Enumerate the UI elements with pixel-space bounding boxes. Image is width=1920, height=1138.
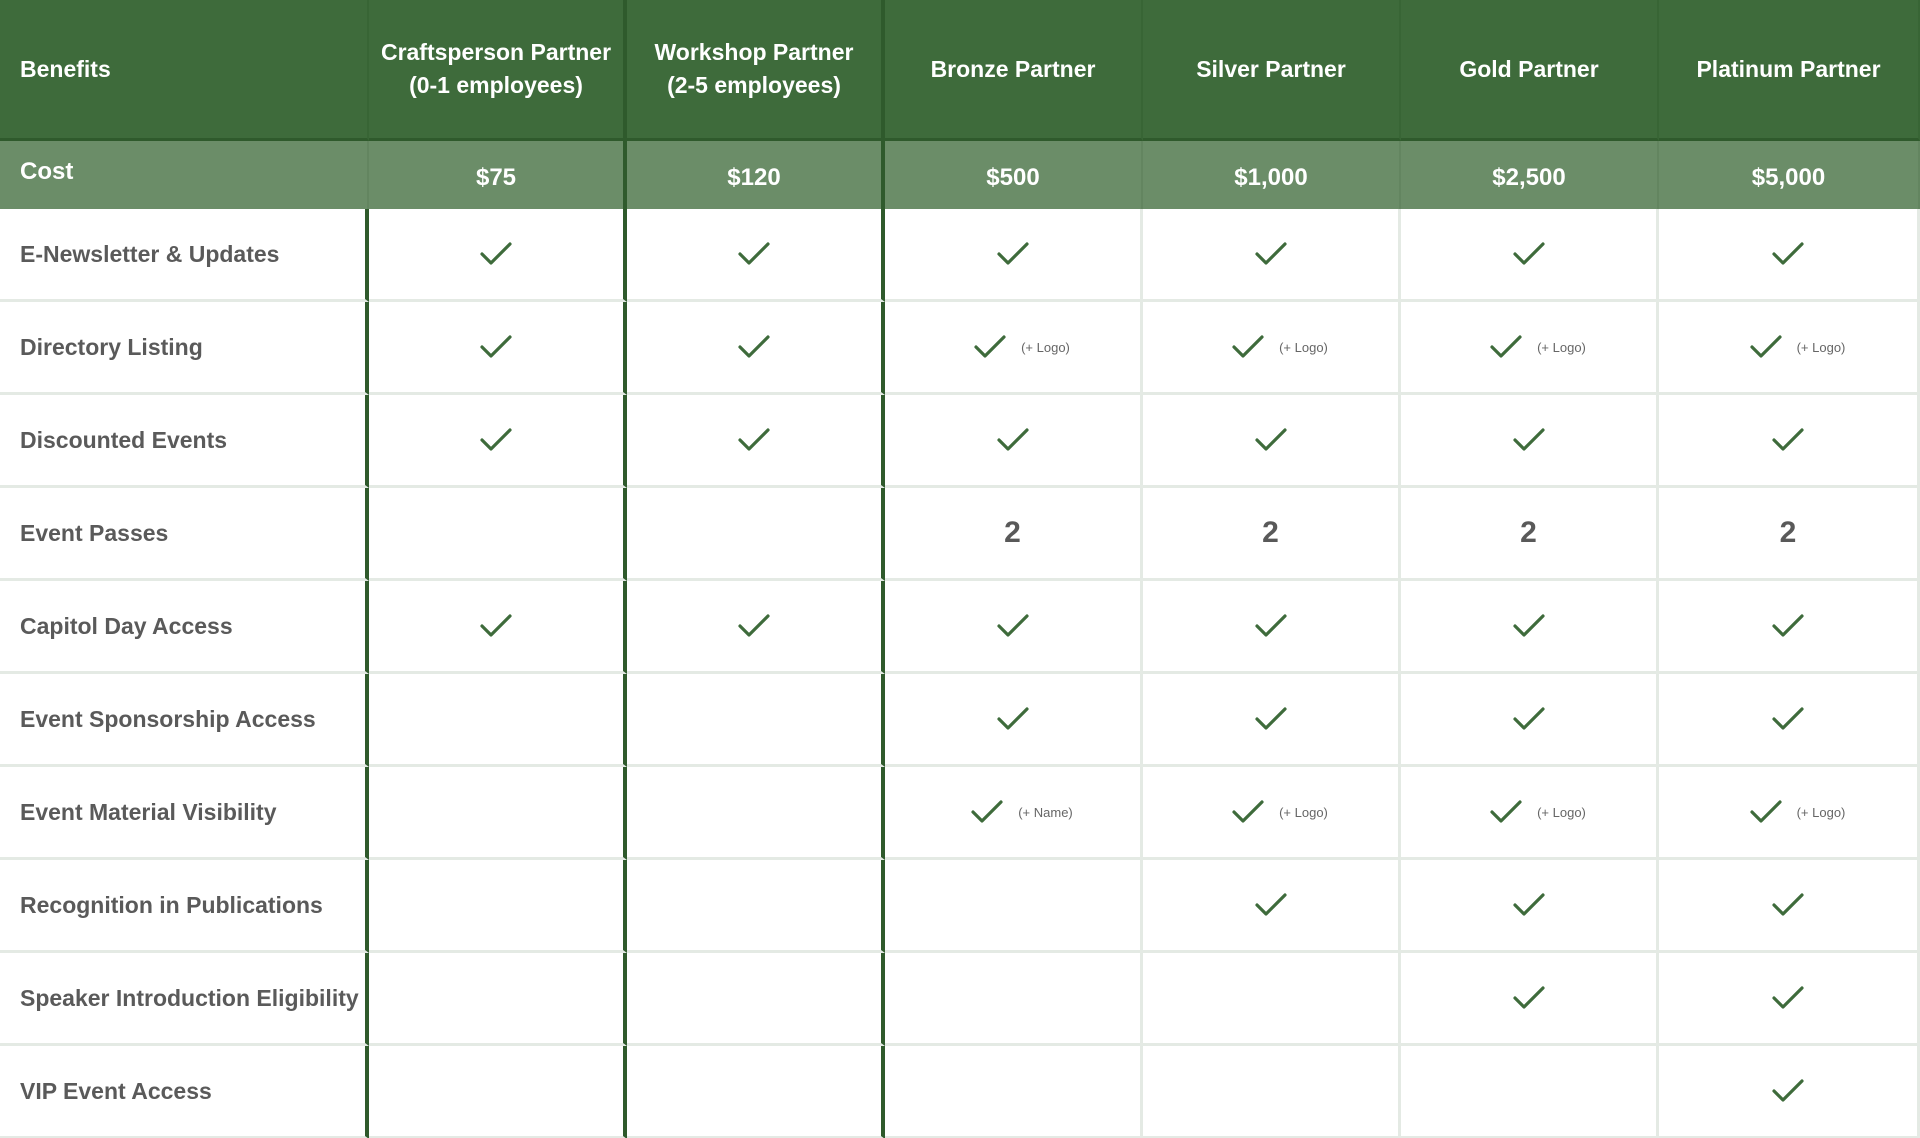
checkmark-icon xyxy=(996,613,1030,639)
pass-count: 2 xyxy=(1262,516,1279,549)
row-label-event-passes: Event Passes xyxy=(0,488,369,581)
cell-event-sponsorship-access-platinum xyxy=(1659,674,1920,767)
cell-event-material-visibility-gold xyxy=(1401,767,1659,860)
cell-note: (+ Logo) xyxy=(1537,339,1586,355)
cell-event-sponsorship-access-gold xyxy=(1401,674,1659,767)
cell-e-newsletter-updates-workshop xyxy=(627,209,885,302)
checkmark-icon xyxy=(1771,241,1805,267)
cell-capitol-day-access-platinum xyxy=(1659,581,1920,674)
cell-event-passes-bronze xyxy=(885,488,1143,581)
checkmark-icon xyxy=(1489,799,1523,825)
checkmark-icon xyxy=(1771,613,1805,639)
cell-event-material-visibility-silver xyxy=(1143,767,1401,860)
cell-speaker-introduction-eligibility-gold xyxy=(1401,953,1659,1046)
cell-recognition-in-publications-bronze xyxy=(885,860,1143,953)
cell-vip-event-access-platinum xyxy=(1659,1046,1920,1138)
cost-workshop: $120 xyxy=(627,141,885,209)
cell-e-newsletter-updates-silver xyxy=(1143,209,1401,302)
cell-event-sponsorship-access-workshop xyxy=(627,674,885,767)
checkmark-icon xyxy=(996,241,1030,267)
checkmark-icon xyxy=(1771,1078,1805,1104)
cell-event-passes-craftsperson xyxy=(369,488,627,581)
cell-discounted-events-gold xyxy=(1401,395,1659,488)
checkmark-icon xyxy=(479,613,513,639)
checkmark-icon xyxy=(479,334,513,360)
cell-event-material-visibility-bronze xyxy=(885,767,1143,860)
cell-vip-event-access-workshop xyxy=(627,1046,885,1138)
header-tier-workshop: Workshop Partner (2-5 employees) xyxy=(627,0,885,141)
cell-e-newsletter-updates-gold xyxy=(1401,209,1659,302)
checkmark-icon xyxy=(1771,427,1805,453)
cell-note: (+ Name) xyxy=(1018,804,1073,820)
checkmark-icon xyxy=(996,427,1030,453)
cell-vip-event-access-gold xyxy=(1401,1046,1659,1138)
cost-silver: $1,000 xyxy=(1143,141,1401,209)
pass-count: 2 xyxy=(1520,516,1537,549)
cell-vip-event-access-craftsperson xyxy=(369,1046,627,1138)
cell-speaker-introduction-eligibility-craftsperson xyxy=(369,953,627,1046)
cell-event-passes-platinum xyxy=(1659,488,1920,581)
row-label-event-sponsorship-access: Event Sponsorship Access xyxy=(0,674,369,767)
row-label-directory-listing: Directory Listing xyxy=(0,302,369,395)
row-label-e-newsletter-updates: E-Newsletter & Updates xyxy=(0,209,369,302)
checkmark-icon xyxy=(1512,985,1546,1011)
row-label-recognition-in-publications: Recognition in Publications xyxy=(0,860,369,953)
cell-recognition-in-publications-gold xyxy=(1401,860,1659,953)
cell-event-material-visibility-platinum xyxy=(1659,767,1920,860)
checkmark-icon xyxy=(737,427,771,453)
checkmark-icon xyxy=(479,241,513,267)
cell-discounted-events-platinum xyxy=(1659,395,1920,488)
cell-vip-event-access-bronze xyxy=(885,1046,1143,1138)
cost-platinum: $5,000 xyxy=(1659,141,1920,209)
checkmark-icon xyxy=(1512,241,1546,267)
cell-directory-listing-silver xyxy=(1143,302,1401,395)
cell-directory-listing-platinum xyxy=(1659,302,1920,395)
checkmark-icon xyxy=(1512,892,1546,918)
cost-gold: $2,500 xyxy=(1401,141,1659,209)
cell-vip-event-access-silver xyxy=(1143,1046,1401,1138)
cell-speaker-introduction-eligibility-bronze xyxy=(885,953,1143,1046)
row-label-discounted-events: Discounted Events xyxy=(0,395,369,488)
checkmark-icon xyxy=(1254,613,1288,639)
row-label-vip-event-access: VIP Event Access xyxy=(0,1046,369,1138)
cell-e-newsletter-updates-craftsperson xyxy=(369,209,627,302)
row-label-speaker-introduction-eligibility: Speaker Introduction Eligibility xyxy=(0,953,369,1046)
cell-event-passes-gold xyxy=(1401,488,1659,581)
checkmark-icon xyxy=(1254,241,1288,267)
cell-discounted-events-workshop xyxy=(627,395,885,488)
cell-e-newsletter-updates-bronze xyxy=(885,209,1143,302)
pass-count: 2 xyxy=(1779,516,1797,549)
cell-recognition-in-publications-workshop xyxy=(627,860,885,953)
cell-capitol-day-access-silver xyxy=(1143,581,1401,674)
checkmark-icon xyxy=(970,799,1004,825)
cell-note: (+ Logo) xyxy=(1537,804,1586,820)
cell-recognition-in-publications-craftsperson xyxy=(369,860,627,953)
checkmark-icon xyxy=(1489,334,1523,360)
checkmark-icon xyxy=(1254,892,1288,918)
cell-discounted-events-craftsperson xyxy=(369,395,627,488)
row-label-capitol-day-access: Capitol Day Access xyxy=(0,581,369,674)
cell-event-material-visibility-workshop xyxy=(627,767,885,860)
cost-label: Cost xyxy=(0,141,369,209)
cell-note: (+ Logo) xyxy=(1796,804,1846,820)
cell-capitol-day-access-gold xyxy=(1401,581,1659,674)
cell-directory-listing-bronze xyxy=(885,302,1143,395)
cell-event-material-visibility-craftsperson xyxy=(369,767,627,860)
cost-craftsperson: $75 xyxy=(369,141,627,209)
header-tier-craftsperson: Craftsperson Partner (0-1 employees) xyxy=(369,0,627,141)
cell-note: (+ Logo) xyxy=(1279,339,1328,355)
cell-note: (+ Logo) xyxy=(1279,804,1328,820)
cell-discounted-events-silver xyxy=(1143,395,1401,488)
checkmark-icon xyxy=(737,334,771,360)
checkmark-icon xyxy=(1771,892,1805,918)
header-tier-bronze: Bronze Partner xyxy=(885,0,1143,141)
checkmark-icon xyxy=(1512,706,1546,732)
header-tier-platinum: Platinum Partner xyxy=(1659,0,1920,141)
cell-capitol-day-access-bronze xyxy=(885,581,1143,674)
cost-bronze: $500 xyxy=(885,141,1143,209)
cell-event-sponsorship-access-craftsperson xyxy=(369,674,627,767)
checkmark-icon xyxy=(1231,799,1265,825)
cell-speaker-introduction-eligibility-silver xyxy=(1143,953,1401,1046)
checkmark-icon xyxy=(1771,706,1805,732)
cell-event-passes-silver xyxy=(1143,488,1401,581)
checkmark-icon xyxy=(1512,613,1546,639)
checkmark-icon xyxy=(479,427,513,453)
pass-count: 2 xyxy=(1004,516,1021,549)
cell-capitol-day-access-craftsperson xyxy=(369,581,627,674)
cell-speaker-introduction-eligibility-workshop xyxy=(627,953,885,1046)
row-label-event-material-visibility: Event Material Visibility xyxy=(0,767,369,860)
checkmark-icon xyxy=(1512,427,1546,453)
checkmark-icon xyxy=(737,613,771,639)
cell-directory-listing-gold xyxy=(1401,302,1659,395)
cell-recognition-in-publications-platinum xyxy=(1659,860,1920,953)
cell-recognition-in-publications-silver xyxy=(1143,860,1401,953)
checkmark-icon xyxy=(1749,334,1783,360)
cell-note: (+ Logo) xyxy=(1796,339,1846,355)
checkmark-icon xyxy=(1254,706,1288,732)
cell-directory-listing-workshop xyxy=(627,302,885,395)
checkmark-icon xyxy=(973,334,1007,360)
cell-event-sponsorship-access-bronze xyxy=(885,674,1143,767)
header-tier-silver: Silver Partner xyxy=(1143,0,1401,141)
checkmark-icon xyxy=(737,241,771,267)
cell-e-newsletter-updates-platinum xyxy=(1659,209,1920,302)
cell-directory-listing-craftsperson xyxy=(369,302,627,395)
cell-speaker-introduction-eligibility-platinum xyxy=(1659,953,1920,1046)
cell-event-sponsorship-access-silver xyxy=(1143,674,1401,767)
header-benefits: Benefits xyxy=(0,0,369,141)
checkmark-icon xyxy=(1749,799,1783,825)
cell-event-passes-workshop xyxy=(627,488,885,581)
checkmark-icon xyxy=(1254,427,1288,453)
cell-capitol-day-access-workshop xyxy=(627,581,885,674)
cell-discounted-events-bronze xyxy=(885,395,1143,488)
checkmark-icon xyxy=(996,706,1030,732)
checkmark-icon xyxy=(1231,334,1265,360)
header-tier-gold: Gold Partner xyxy=(1401,0,1659,141)
checkmark-icon xyxy=(1771,985,1805,1011)
cell-note: (+ Logo) xyxy=(1021,339,1070,355)
